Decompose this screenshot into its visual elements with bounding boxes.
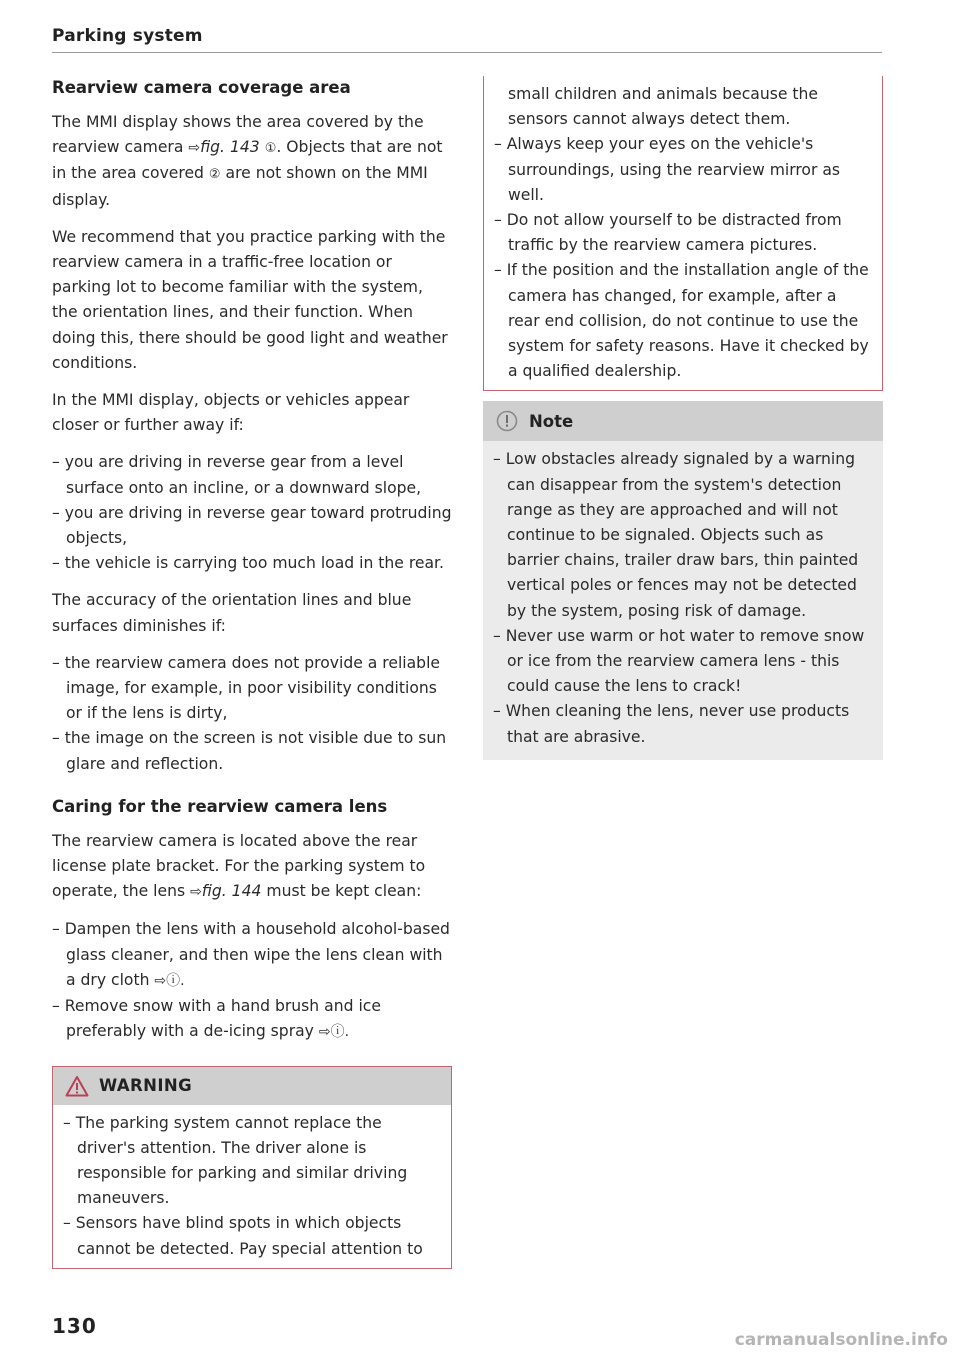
list-item: – When cleaning the lens, never use products that are abrasive. <box>493 699 873 749</box>
accuracy-intro-paragraph: The accuracy of the orientation lines and blue surfaces diminishes if: <box>52 591 412 635</box>
lens-care-list <box>52 917 452 1045</box>
warning-triangle-icon <box>65 1075 89 1097</box>
figure-reference[interactable]: fig. 144 <box>201 882 262 901</box>
warning-body <box>53 1105 451 1268</box>
list-item: – you are driving in reverse gear toward protruding objects, <box>52 501 452 551</box>
list-item: – The parking system cannot replace the driver's attention. The driver alone is responsible for parking and similar driving maneuvers. <box>63 1111 441 1212</box>
list-item: – Low obstacles already signaled by a warning can disappear from the system's detection range as they are approached and will not continue to be signaled. Objects such as barrier chains, trailer draw bars, thin painted vertical poles or fences may not be detected by the system, posing risk of damage. <box>493 447 873 623</box>
section-heading-lens-care: Caring for the rearview camera lens <box>52 796 388 816</box>
note-box <box>483 401 883 759</box>
practice-paragraph: We recommend that you practice parking with the rearview camera in a traffic-free location or parking lot to become familiar with the system, the orientation lines, and their function. When doing this, there should be good light and weather conditions. <box>52 227 448 372</box>
warning-box <box>52 1066 452 1269</box>
distance-list <box>52 450 452 576</box>
warning-continued-text: small children and animals because the sensors cannot always detect them. <box>508 85 819 129</box>
note-body <box>483 441 883 759</box>
list-item: – Never use warm or hot water to remove snow or ice from the rearview camera lens - this could cause the lens to crack! <box>493 624 873 700</box>
page-number: 130 <box>52 1314 97 1338</box>
xref-arrow-icon: ⇨ <box>190 884 202 901</box>
header-title: Parking system <box>52 26 203 46</box>
warning-header <box>53 1067 451 1105</box>
left-column <box>52 76 452 1269</box>
list-item: – the image on the screen is not visible due to sun glare and reflection. <box>52 726 452 776</box>
header-rule <box>52 52 882 53</box>
lens-paragraph: The rearview camera is located above the rear license plate bracket. For the parking system to operate, the lens ⇨fig. 144 must be kept clean: <box>52 831 426 901</box>
warning-continuation <box>483 76 883 391</box>
page-header <box>52 26 882 46</box>
list-item: – the vehicle is carrying too much load in the rear. <box>52 551 452 576</box>
note-header <box>483 401 883 441</box>
list-item: – Always keep your eyes on the vehicle's surroundings, using the rearview mirror as well. <box>494 132 872 208</box>
callout-1-icon: ① <box>264 141 277 157</box>
note-info-icon <box>495 409 519 433</box>
note-reference-icon[interactable]: ⇨ⓘ. <box>154 972 185 989</box>
list-item: – Dampen the lens with a household alcohol-based glass cleaner, and then wipe the lens clean with a dry cloth ⇨ⓘ. <box>52 917 452 994</box>
list-item: – Do not allow yourself to be distracted from traffic by the rearview camera pictures. <box>494 208 872 258</box>
coverage-paragraph: The MMI display shows the area covered by the rearview camera ⇨fig. 143 ①. Objects that are not in the area covered ② are not shown on the MMI display. <box>52 113 443 209</box>
list-item: – Sensors have blind spots in which objects cannot be detected. Pay special attention to <box>63 1211 441 1261</box>
accuracy-list <box>52 651 452 777</box>
warning-title: WARNING <box>99 1076 193 1095</box>
section-heading-coverage: Rearview camera coverage area <box>52 78 351 97</box>
note-reference-icon[interactable]: ⇨ⓘ. <box>318 1024 350 1041</box>
figure-reference[interactable]: fig. 143 <box>200 138 260 157</box>
right-column <box>483 76 883 760</box>
list-item: – you are driving in reverse gear from a level surface onto an incline, or a downward slope, <box>52 450 452 500</box>
callout-2-icon: ② <box>208 167 221 183</box>
distance-intro-paragraph: In the MMI display, objects or vehicles appear closer or further away if: <box>52 391 410 435</box>
list-item: – If the position and the installation angle of the camera has changed, for example, after a rear end collision, do not continue to use the system for safety reasons. Have it checked by a qualified dealership. <box>494 258 872 384</box>
note-title: Note <box>529 411 574 431</box>
watermark: carmanualsonline.info <box>734 1330 948 1350</box>
list-item: – Remove snow with a hand brush and ice preferably with a de-icing spray ⇨ⓘ. <box>52 994 452 1045</box>
list-item: – the rearview camera does not provide a reliable image, for example, in poor visibility conditions or if the lens is dirty, <box>52 651 452 727</box>
xref-arrow-icon: ⇨ <box>188 140 201 157</box>
